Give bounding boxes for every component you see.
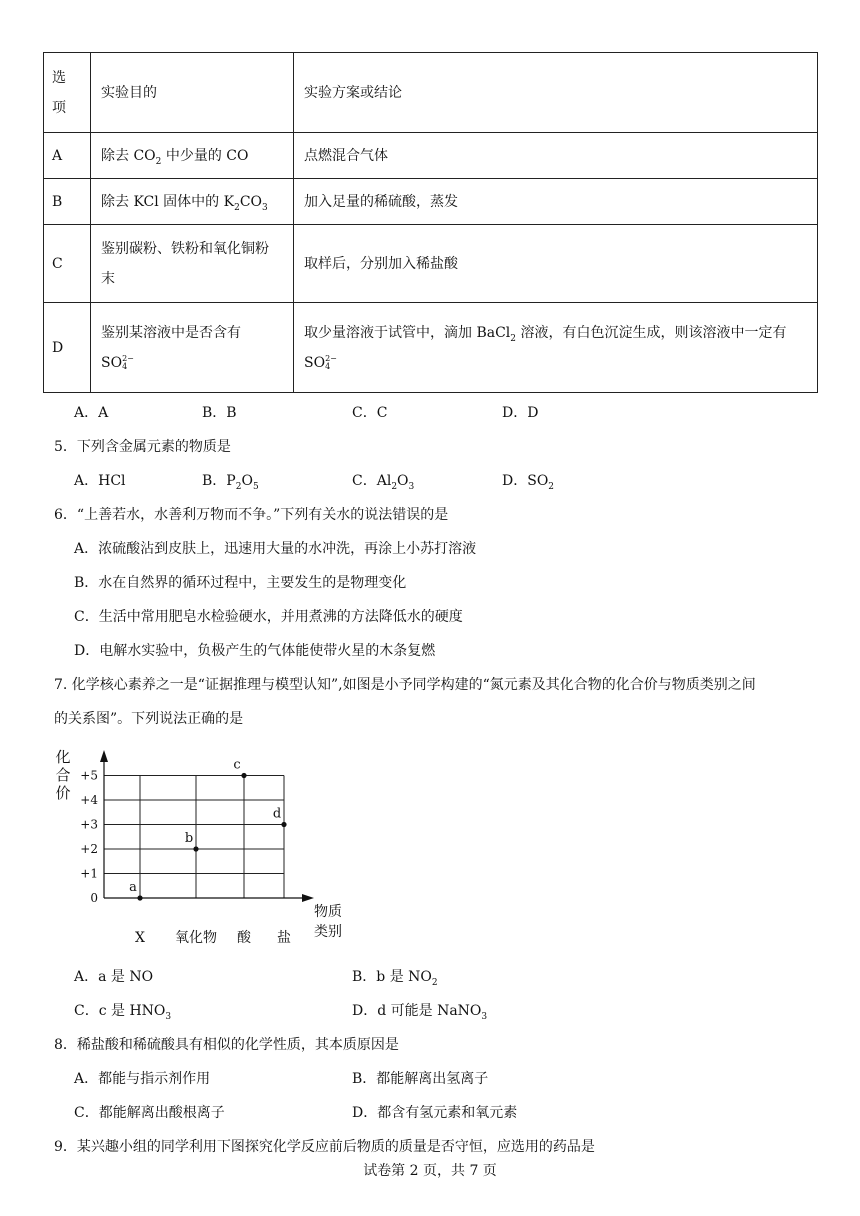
q7-option-a[interactable]: A．a 是 NO — [74, 969, 154, 985]
row-option: D — [44, 303, 91, 393]
x-tick-label: 盐 — [277, 930, 291, 946]
ion-charge: 2− — [122, 353, 134, 363]
option-text: C．c 是 HNO — [74, 1003, 166, 1019]
table-row — [44, 303, 818, 393]
row-option: B — [44, 179, 91, 225]
q6-option-c[interactable]: C．生活中常用肥皂水检验硬水，并用煮沸的方法降低水的硬度 — [74, 609, 463, 625]
x-axis-label: 物质 — [314, 904, 342, 920]
option-text: O — [241, 473, 253, 489]
option-text: O — [397, 473, 409, 489]
q6-option-d[interactable]: D．电解水实验中，负极产生的气体能使带火星的木条复燃 — [74, 643, 436, 659]
y-tick-label: +5 — [80, 768, 98, 783]
x-axis-arrow — [302, 894, 314, 902]
data-point — [241, 773, 246, 778]
purpose-text: 除去 KCl 固体中的 K — [101, 193, 235, 210]
row-plan: 加入足量的稀硫酸，蒸发 — [294, 179, 818, 225]
q4-option-c[interactable]: C．C — [352, 405, 388, 421]
subscript: 3 — [262, 202, 268, 213]
option-text: C．Al — [352, 473, 392, 489]
q9-stem: 9．某兴趣小组的同学利用下图探究化学反应前后物质的质量是否守恒，应选用的药品是 — [54, 1139, 595, 1155]
table-row — [44, 179, 818, 225]
header-option-text: 选项 — [52, 69, 66, 116]
row-purpose — [91, 225, 294, 303]
ion-subscript: 4 — [325, 361, 331, 371]
header-plan: 实验方案或结论 — [294, 53, 818, 133]
x-tick-label: X — [135, 930, 145, 946]
purpose-line: 鉴别碳粉、铁粉和氧化铜粉 — [101, 240, 269, 257]
row-purpose — [91, 179, 294, 225]
x-tick-label: 氧化物 — [175, 930, 217, 946]
subscript: 3 — [481, 1011, 488, 1022]
plan-text: 溶液，有白色沉淀生成，则该溶液中一定有 — [516, 324, 787, 341]
y-tick-label: 0 — [90, 891, 98, 905]
q7-option-d[interactable] — [352, 1000, 487, 1020]
data-point-label: c — [233, 757, 241, 773]
data-point-label: b — [184, 831, 194, 846]
q7-stem-line2: 的关系图”。下列说法正确的是 — [54, 711, 244, 727]
row-purpose — [91, 133, 294, 179]
option-text: B．P — [202, 473, 236, 489]
row-option: C — [44, 225, 91, 303]
page-footer: 试卷第 2 页，共 7 页 — [363, 1163, 497, 1179]
y-axis-label: 合 — [55, 766, 71, 784]
data-point-label: d — [272, 806, 282, 822]
row-plan — [294, 303, 818, 393]
q5-option-b[interactable] — [202, 470, 259, 490]
purpose-text: 中少量的 CO — [161, 147, 249, 164]
header-option — [44, 53, 91, 133]
y-axis-arrow — [100, 750, 108, 762]
subscript: 2 — [510, 333, 517, 344]
experiment-table — [43, 52, 818, 393]
data-point — [281, 822, 286, 827]
table-row — [44, 225, 818, 303]
table-header-row — [44, 53, 818, 133]
subscript: 2 — [234, 202, 240, 213]
y-tick-label: +2 — [80, 842, 98, 856]
y-axis-label: 价 — [55, 784, 71, 802]
ion-symbol: SO — [304, 354, 326, 371]
plan-line — [304, 318, 807, 348]
purpose-line: 鉴别某溶液中是否含有 — [101, 324, 241, 341]
subscript: 2 — [548, 481, 555, 492]
q5-option-a[interactable]: A．HCl — [74, 473, 126, 489]
q7-stem-line1: 7. 化学核心素养之一是“证据推理与模型认知”,如图是小予同学构建的“氮元素及其化合物的化合价与物质类别之间 — [54, 677, 756, 693]
subscript: 5 — [252, 481, 259, 492]
table-row — [44, 133, 818, 179]
q5-option-c[interactable] — [352, 470, 414, 490]
purpose-text: CO — [239, 193, 263, 210]
data-point — [137, 895, 142, 900]
q4-option-a[interactable]: A．A — [74, 405, 109, 421]
x-tick-label: 酸 — [237, 930, 251, 946]
plan-text: 取少量溶液于试管中，滴加 BaCl — [304, 324, 511, 341]
y-tick-label: +1 — [80, 866, 98, 881]
q6-option-a[interactable]: A．浓硫酸沾到皮肤上，迅速用大量的水冲洗，再涂上小苏打溶液 — [74, 541, 477, 557]
valence-category-chart — [50, 742, 360, 952]
q5-stem: 5．下列含金属元素的物质是 — [54, 439, 231, 455]
subscript: 2 — [235, 481, 242, 492]
q6-option-b[interactable]: B．水在自然界的循环过程中，主要发生的是物理变化 — [74, 575, 407, 591]
q7-option-b[interactable] — [352, 966, 438, 986]
q8-stem: 8．稀盐酸和稀硫酸具有相似的化学性质，其本质原因是 — [54, 1037, 399, 1053]
q8-option-c[interactable]: C．都能解离出酸根离子 — [74, 1105, 225, 1121]
q4-option-b[interactable]: B．B — [202, 405, 237, 421]
q8-option-a[interactable]: A．都能与指示剂作用 — [74, 1071, 211, 1087]
row-purpose — [91, 303, 294, 393]
y-tick-label: +4 — [80, 793, 98, 807]
row-plan: 取样后，分别加入稀盐酸 — [294, 225, 818, 303]
data-point-label: a — [129, 880, 137, 895]
purpose-text: 除去 CO — [101, 147, 156, 164]
option-text: B．b 是 NO — [352, 969, 432, 985]
purpose-line: 末 — [101, 270, 115, 287]
subscript: 2 — [391, 481, 398, 492]
ion-subscript: 4 — [122, 361, 128, 371]
subscript: 3 — [165, 1011, 172, 1022]
sulfate-ion — [304, 348, 807, 378]
q7-option-c[interactable] — [74, 1000, 171, 1020]
y-axis-label: 化 — [55, 748, 71, 766]
sulfate-ion — [101, 348, 283, 378]
option-text: D．d 可能是 NaNO — [352, 1003, 482, 1019]
subscript: 2 — [431, 977, 438, 988]
row-option: A — [44, 133, 91, 179]
q6-stem: 6．“上善若水，水善利万物而不争。”下列有关水的说法错误的是 — [54, 507, 449, 523]
q8-option-b[interactable]: B．都能解离出氢离子 — [352, 1071, 489, 1087]
x-axis-label: 类别 — [314, 924, 342, 940]
subscript: 2 — [155, 156, 162, 167]
q8-option-d[interactable]: D．都含有氢元素和氧元素 — [352, 1105, 518, 1121]
q5-option-d[interactable] — [502, 470, 554, 490]
y-tick-label: +3 — [80, 817, 98, 832]
row-plan: 点燃混合气体 — [294, 133, 818, 179]
data-point — [193, 846, 198, 851]
ion-charge: 2− — [325, 353, 337, 363]
header-purpose: 实验目的 — [91, 53, 294, 133]
q4-option-d[interactable]: D．D — [502, 405, 539, 421]
option-text: D．SO — [502, 473, 549, 489]
subscript: 3 — [408, 481, 415, 492]
ion-symbol: SO — [101, 354, 123, 371]
